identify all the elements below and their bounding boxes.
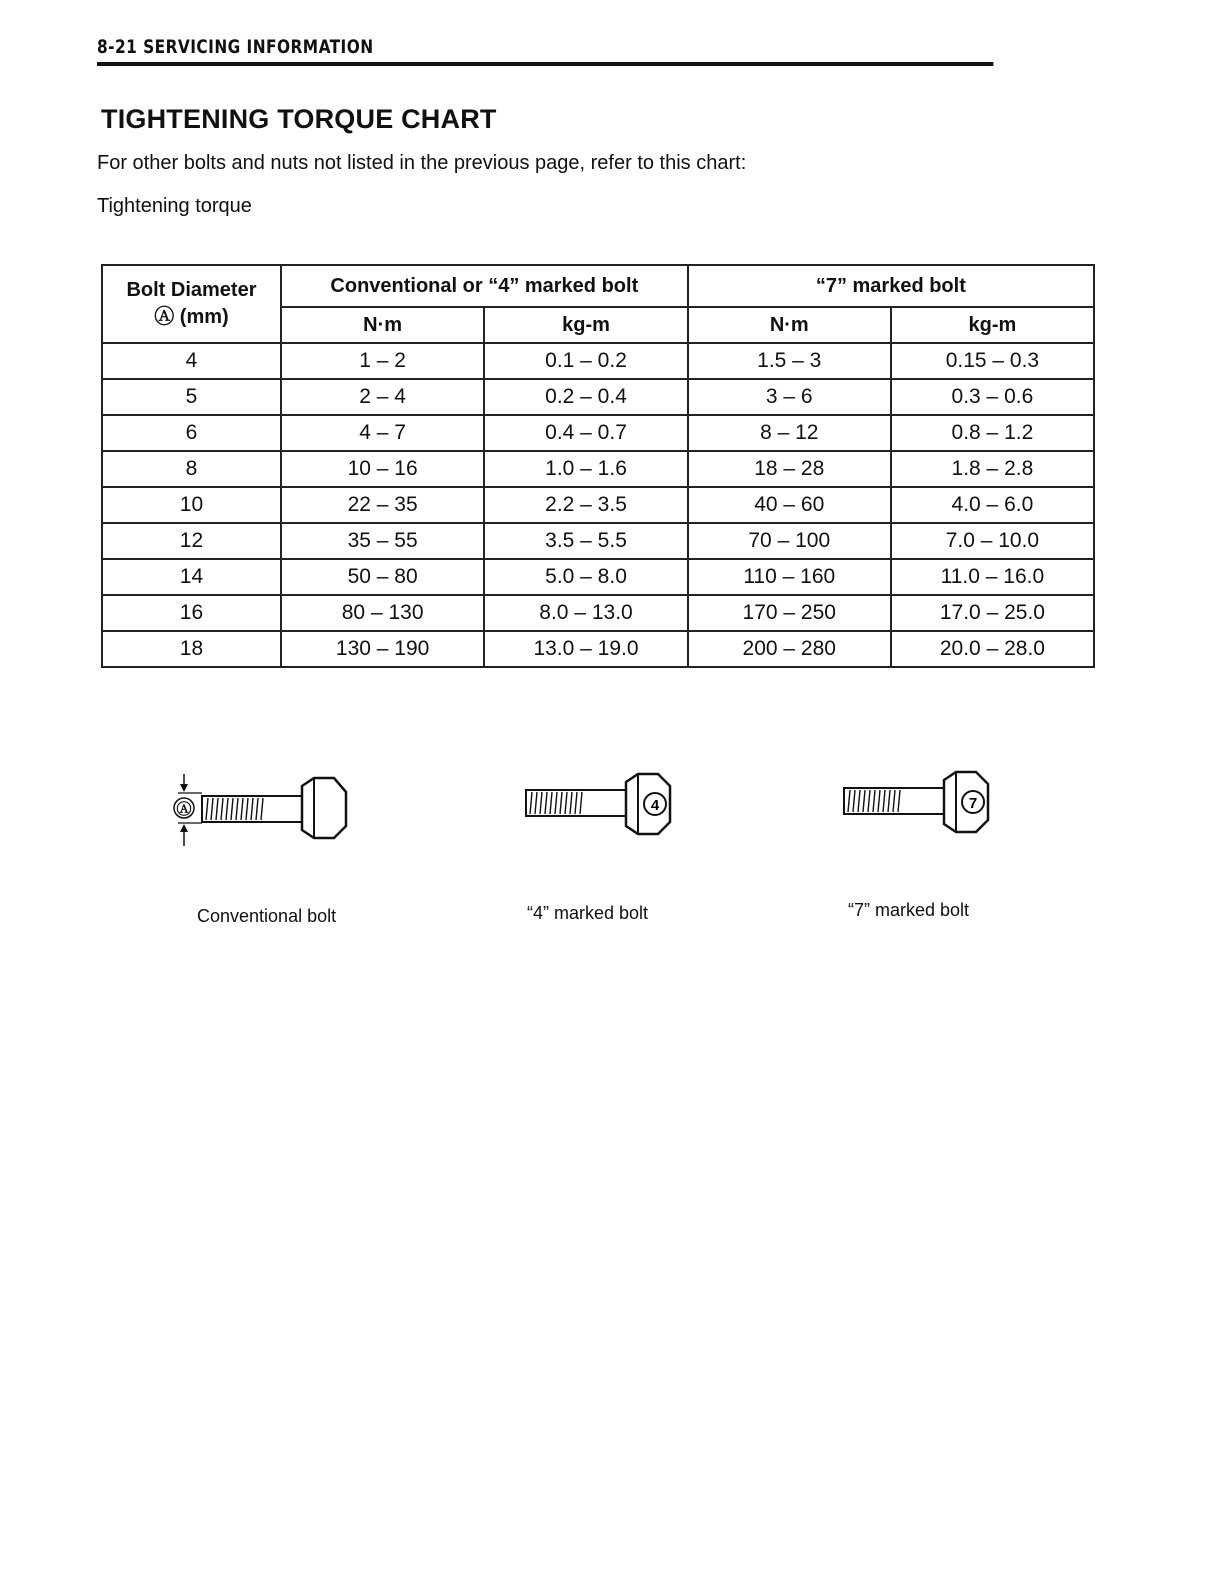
marked7-kgm-cell: 1.8 – 2.8 [891,451,1094,487]
marked4-bolt-caption: “4” marked bolt [527,903,649,923]
marked7-nm-header: N·m [688,307,891,343]
conventional-nm-cell: 22 – 35 [281,487,484,523]
bolt-diameter-header [102,265,281,343]
bolt-diameter-cell: 5 [102,379,281,415]
conventional-nm-cell: 130 – 190 [281,631,484,667]
marked7-kgm-cell: 20.0 – 28.0 [891,631,1094,667]
conventional-bolt-illustration [168,770,353,850]
dimension-marker-label: Ⓐ [176,801,192,818]
marked7-nm-cell: 8 – 12 [688,415,891,451]
marked7-nm-cell: 18 – 28 [688,451,891,487]
marked7-nm-cell: 70 – 100 [688,523,891,559]
marked7-nm-cell: 200 – 280 [688,631,891,667]
conventional-kgm-cell: 1.0 – 1.6 [484,451,687,487]
marked7-kgm-cell: 4.0 – 6.0 [891,487,1094,523]
table-row [102,523,1094,559]
table-row [102,595,1094,631]
bolt-diameter-cell: 14 [102,559,281,595]
marked7-nm-cell: 40 – 60 [688,487,891,523]
conventional-nm-cell: 4 – 7 [281,415,484,451]
dimension-arrow-top [180,784,188,792]
page-header: 8-21 SERVICING INFORMATION [97,36,993,66]
marked7-kgm-header: kg-m [891,307,1094,343]
bolt-diameter-cell: 16 [102,595,281,631]
bolt-diameter-cell: 18 [102,631,281,667]
conventional-kgm-cell: 0.2 – 0.4 [484,379,687,415]
mark-7-label: 7 [968,795,978,812]
conventional-kgm-cell: 0.1 – 0.2 [484,343,687,379]
conventional-nm-cell: 10 – 16 [281,451,484,487]
table-row [102,487,1094,523]
conventional-kgm-cell: 0.4 – 0.7 [484,415,687,451]
marked7-bolt-illustration [840,770,995,840]
marked7-kgm-cell: 17.0 – 25.0 [891,595,1094,631]
marked7-bolt-caption: “7” marked bolt [848,900,970,920]
conventional-nm-cell: 50 – 80 [281,559,484,595]
conventional-nm-cell: 80 – 130 [281,595,484,631]
marked7-kgm-cell: 0.8 – 1.2 [891,415,1094,451]
marked7-kgm-cell: 0.15 – 0.3 [891,343,1094,379]
table-row [102,379,1094,415]
marked7-nm-cell: 1.5 – 3 [688,343,891,379]
table-row [102,631,1094,667]
bolt-diameter-cell: 12 [102,523,281,559]
conventional-kgm-cell: 3.5 – 5.5 [484,523,687,559]
marked4-bolt-illustration [522,772,677,842]
conventional-nm-header: N·m [281,307,484,343]
conventional-kgm-cell: 8.0 – 13.0 [484,595,687,631]
table-row [102,415,1094,451]
conventional-nm-cell: 1 – 2 [281,343,484,379]
conventional-kgm-cell: 2.2 – 3.5 [484,487,687,523]
page-title: TIGHTENING TORQUE CHART [101,104,497,134]
table-row [102,559,1094,595]
bolt-diameter-cell: 8 [102,451,281,487]
table-row [102,343,1094,379]
marked7-kgm-cell: 0.3 – 0.6 [891,379,1094,415]
conventional-kgm-header: kg-m [484,307,687,343]
marked7-nm-cell: 3 – 6 [688,379,891,415]
table-row [102,451,1094,487]
mark-4-label: 4 [650,797,660,814]
bolt-diameter-cell: 6 [102,415,281,451]
subtitle-text: Tightening torque [97,195,252,217]
marked7-group-header: “7” marked bolt [688,265,1094,307]
bolt-diameter-cell: 10 [102,487,281,523]
marked7-kgm-cell: 7.0 – 10.0 [891,523,1094,559]
marked7-nm-cell: 110 – 160 [688,559,891,595]
marked7-nm-cell: 170 – 250 [688,595,891,631]
conventional-kgm-cell: 13.0 – 19.0 [484,631,687,667]
conventional-nm-cell: 2 – 4 [281,379,484,415]
bolt-diameter-label: Bolt Diameter [126,279,257,301]
bolt-diameter-cell: 4 [102,343,281,379]
torque-table [101,264,1095,668]
conventional-nm-cell: 35 – 55 [281,523,484,559]
conventional-bolt-caption: Conventional bolt [197,906,337,926]
bolt-diameter-unit: Ⓐ (mm) [154,306,229,328]
conventional-group-header: Conventional or “4” marked bolt [281,265,688,307]
marked7-kgm-cell: 11.0 – 16.0 [891,559,1094,595]
bolt-head [302,778,346,838]
intro-text: For other bolts and nuts not listed in the previous page, refer to this chart: [97,152,747,174]
conventional-kgm-cell: 5.0 – 8.0 [484,559,687,595]
